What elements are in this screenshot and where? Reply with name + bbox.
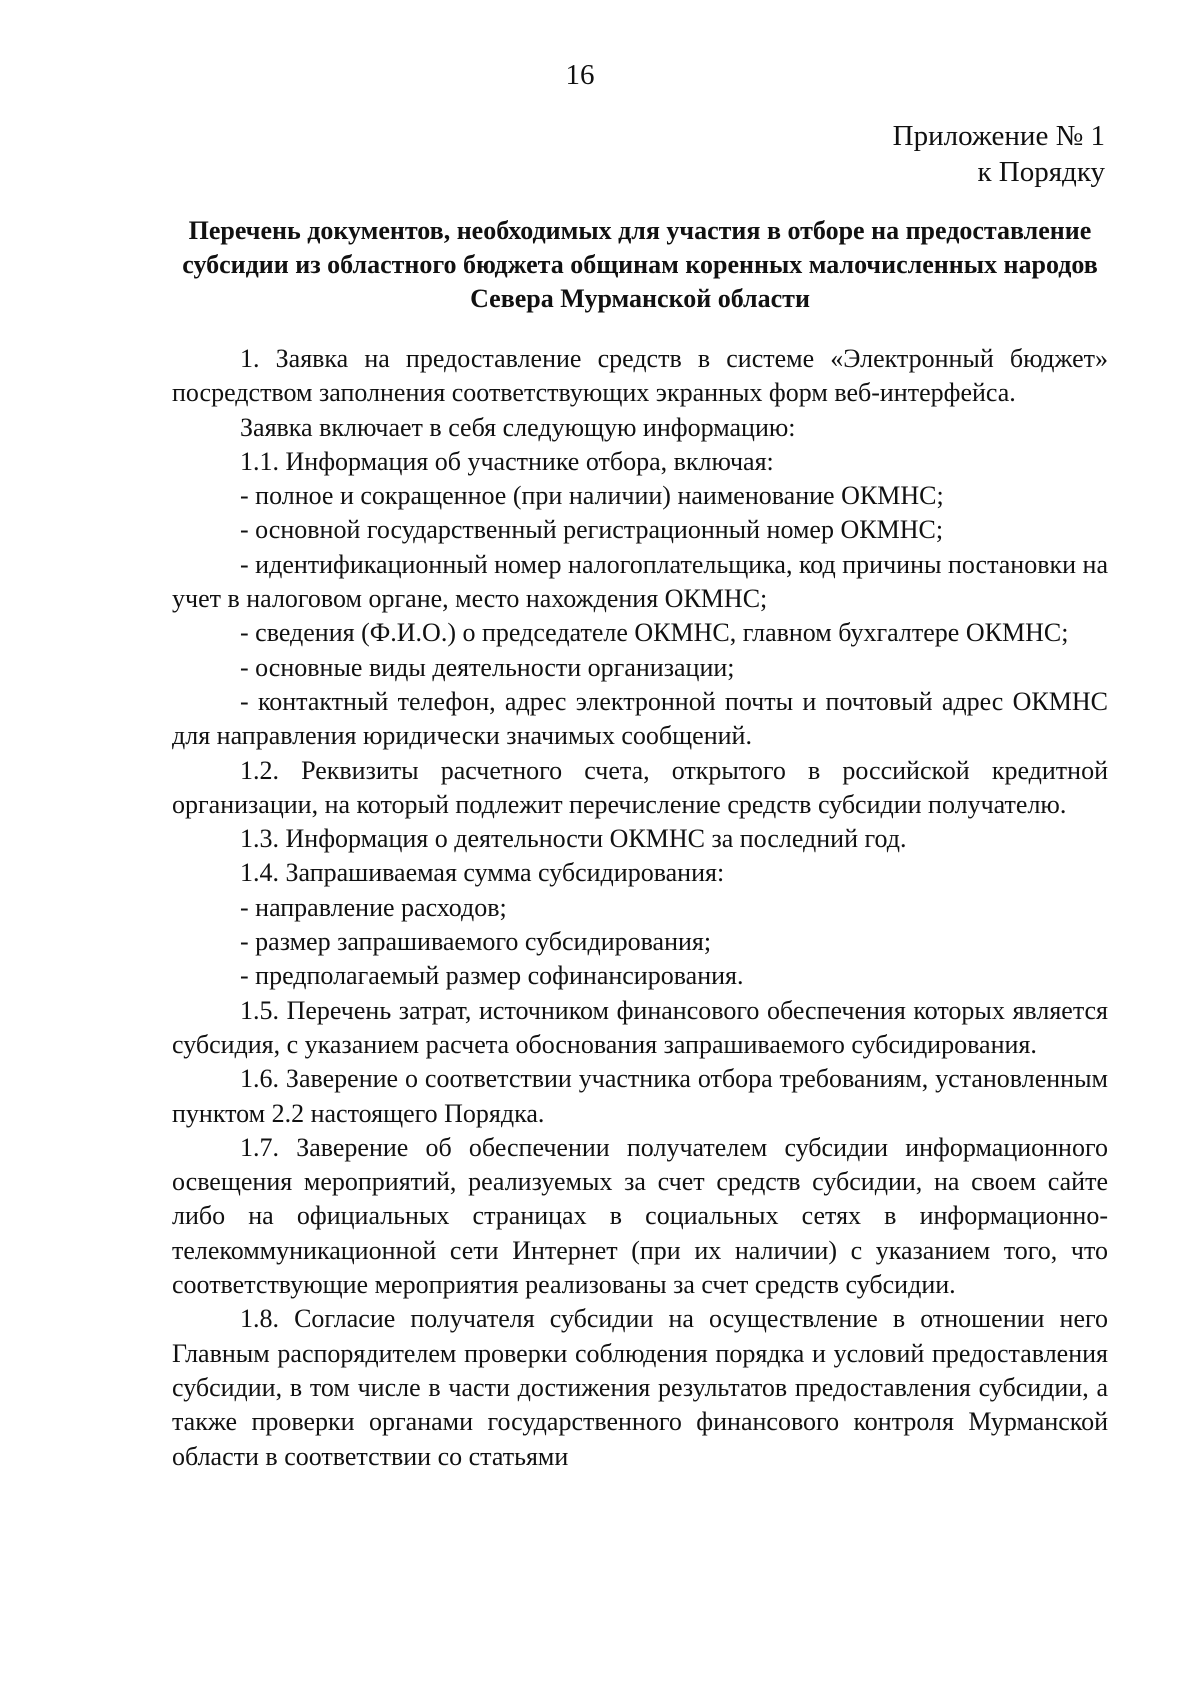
paragraph: - идентификационный номер налогоплательщика, код причины постановки на учет в налоговом органе, место нахождения ОКМНС;	[172, 549, 1108, 614]
paragraph: 1.3. Информация о деятельности ОКМНС за последний год.	[240, 824, 907, 854]
paragraph: - контактный телефон, адрес электронной почты и почтовый адрес ОКМНС для направления юридически значимых сообщений.	[172, 686, 1108, 751]
appendix-reference	[893, 118, 1105, 190]
document-title: Перечень документов, необходимых для участия в отборе на предоставление субсидии из областного бюджета общинам коренных малочисленных народов Севера Мурманской области	[182, 216, 1098, 313]
paragraph: 1.7. Заверение об обеспечении получателем субсидии информационного освещения мероприятий, реализуемых за счет средств субсидии, на своем сайте либо на официальных страницах в социальных сетях в информационно-телекоммуникационной сети Интернет (при их наличии) с указанием того, что соответствующие мероприятия реализованы за счет средств субсидии.	[172, 1132, 1108, 1300]
paragraph: - размер запрашиваемого субсидирования;	[240, 927, 712, 957]
paragraph: - предполагаемый размер софинансирования.	[240, 961, 744, 991]
paragraph: - сведения (Ф.И.О.) о председателе ОКМНС, главном бухгалтере ОКМНС;	[240, 618, 1069, 648]
paragraph: - основные виды деятельности организации;	[240, 652, 735, 682]
appendix-line-1: Приложение № 1	[892, 120, 1105, 152]
paragraph: 1. Заявка на предоставление средств в системе «Электронный бюджет» посредством заполнения соответствующих экранных форм веб-интерфейса.	[172, 344, 1108, 408]
paragraph: - основной государственный регистрационный номер ОКМНС;	[240, 515, 944, 545]
paragraph: 1.6. Заверение о соответствии участника отбора требованиям, установленным пунктом 2.2 настоящего Порядка.	[172, 1064, 1108, 1128]
document-body	[172, 342, 1108, 1474]
paragraph: 1.8. Согласие получателя субсидии на осуществление в отношении него Главным распорядителем проверки соблюдения порядка и условий предоставления субсидии, в том числе в части достижения результатов предоставления субсидии, а также проверки органами государственного финансового контроля Мурманской области в соответствии со статьями	[172, 1304, 1108, 1471]
paragraph: - направление расходов;	[240, 892, 507, 922]
paragraph: 1.2. Реквизиты расчетного счета, открытого в российской кредитной организации, на который подлежит перечисление средств субсидии получателю.	[172, 755, 1108, 819]
paragraph: - полное и сокращенное (при наличии) наименование ОКМНС;	[240, 481, 944, 511]
paragraph: 1.1. Информация об участнике отбора, включая:	[240, 446, 774, 476]
page-number: 16	[565, 59, 595, 91]
paragraph: Заявка включает в себя следующую информацию:	[240, 412, 796, 442]
paragraph: 1.4. Запрашиваемая сумма субсидирования:	[240, 858, 725, 888]
appendix-line-2: к Порядку	[977, 156, 1105, 188]
paragraph: 1.5. Перечень затрат, источником финансового обеспечения которых является субсидия, с указанием расчета обоснования запрашиваемого субсидирования.	[172, 995, 1108, 1059]
